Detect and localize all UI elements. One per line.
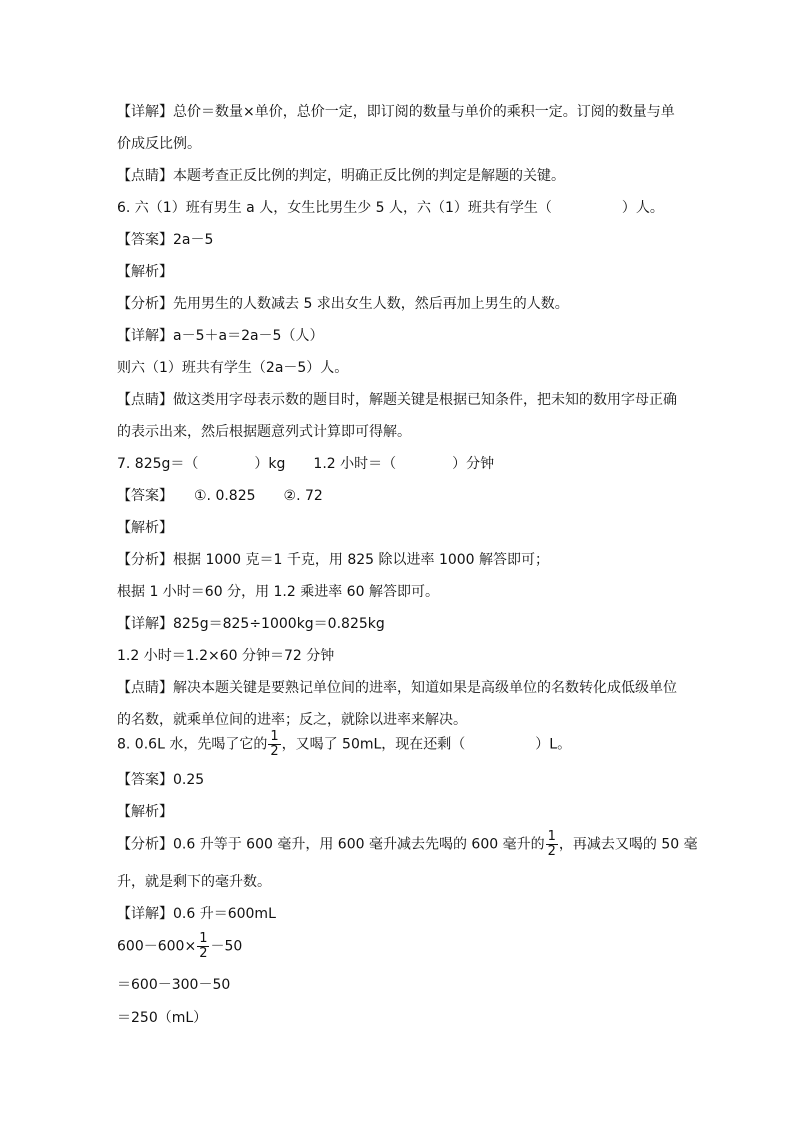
text-line: 【详解】a－5＋a＝2a－5（人）	[117, 328, 324, 344]
fraction	[546, 830, 558, 859]
fraction	[197, 932, 209, 961]
fraction-denominator: 2	[547, 844, 556, 859]
fraction-denominator: 2	[270, 744, 279, 759]
fraction	[268, 730, 280, 759]
text-line: 【分析】根据 1000 克＝1 千克，用 825 除以进率 1000 解答即可；	[117, 552, 550, 568]
question-6: 6. 六（1）班有男生 a 人，女生比男生少 5 人，六（1）班共有学生（ ）人。	[117, 200, 664, 216]
answer-label: 【答案】 ①. 0.825 ②. 72	[117, 488, 323, 504]
text-line: 价成反比例。	[117, 136, 201, 152]
fraction-denominator: 2	[199, 946, 208, 961]
text-line: 【分析】先用男生的人数减去 5 求出女生人数，然后再加上男生的人数。	[117, 296, 569, 312]
question-8	[117, 730, 571, 759]
text-line: 【详解】总价＝数量×单价，总价一定，即订阅的数量与单价的乘积一定。订阅的数量与单	[117, 104, 675, 120]
text-line: 则六（1）班共有学生（2a－5）人。	[117, 360, 349, 376]
analysis-text-end: ，再减去又喝的 50 毫	[558, 836, 698, 853]
text-line: 1.2 小时＝1.2×60 分钟＝72 分钟	[117, 648, 335, 664]
text-line: 的表示出来，然后根据题意列式计算即可得解。	[117, 424, 411, 440]
text-line: 【详解】0.6 升＝600mL	[117, 906, 276, 922]
calc-line	[117, 932, 242, 961]
answer-label: 【答案】0.25	[117, 772, 205, 788]
calc-start: 600－600×	[117, 938, 197, 955]
calc-line: ＝250（mL）	[117, 1010, 208, 1026]
question-8-text: 8. 0.6L 水，先喝了它的	[117, 736, 268, 753]
text-line: 升，就是剩下的毫升数。	[117, 874, 271, 890]
fraction-numerator: 1	[199, 931, 208, 946]
text-line: 【点睛】本题考查正反比例的判定，明确正反比例的判定是解题的关键。	[117, 168, 565, 184]
text-line: 根据 1 小时＝60 分，用 1.2 乘进率 60 解答即可。	[117, 584, 439, 600]
analysis-heading: 【解析】	[117, 804, 173, 820]
text-line: 【点睛】解决本题关键是要熟记单位间的进率，知道如果是高级单位的名数转化成低级单位	[117, 680, 677, 696]
calc-end: －50	[210, 938, 243, 955]
analysis-heading: 【解析】	[117, 264, 173, 280]
fraction-numerator: 1	[270, 729, 279, 744]
text-line: 【点睛】做这类用字母表示数的题目时，解题关键是根据已知条件，把未知的数用字母正确	[117, 392, 677, 408]
analysis-text	[117, 830, 698, 859]
fraction-numerator: 1	[547, 829, 556, 844]
text-line: 【详解】825g＝825÷1000kg＝0.825kg	[117, 616, 385, 632]
analysis-text-start: 【分析】0.6 升等于 600 毫升，用 600 毫升减去先喝的 600 毫升的	[117, 836, 545, 853]
question-8-text-end: ，又喝了 50mL，现在还剩（ ）L。	[281, 736, 572, 753]
question-7: 7. 825g＝（ ）kg 1.2 小时＝（ ）分钟	[117, 456, 495, 472]
answer-label: 【答案】2a－5	[117, 232, 214, 248]
calc-line: ＝600－300－50	[117, 977, 231, 993]
text-line: 的名数，就乘单位间的进率；反之，就除以进率来解决。	[117, 712, 467, 728]
analysis-heading: 【解析】	[117, 520, 173, 536]
